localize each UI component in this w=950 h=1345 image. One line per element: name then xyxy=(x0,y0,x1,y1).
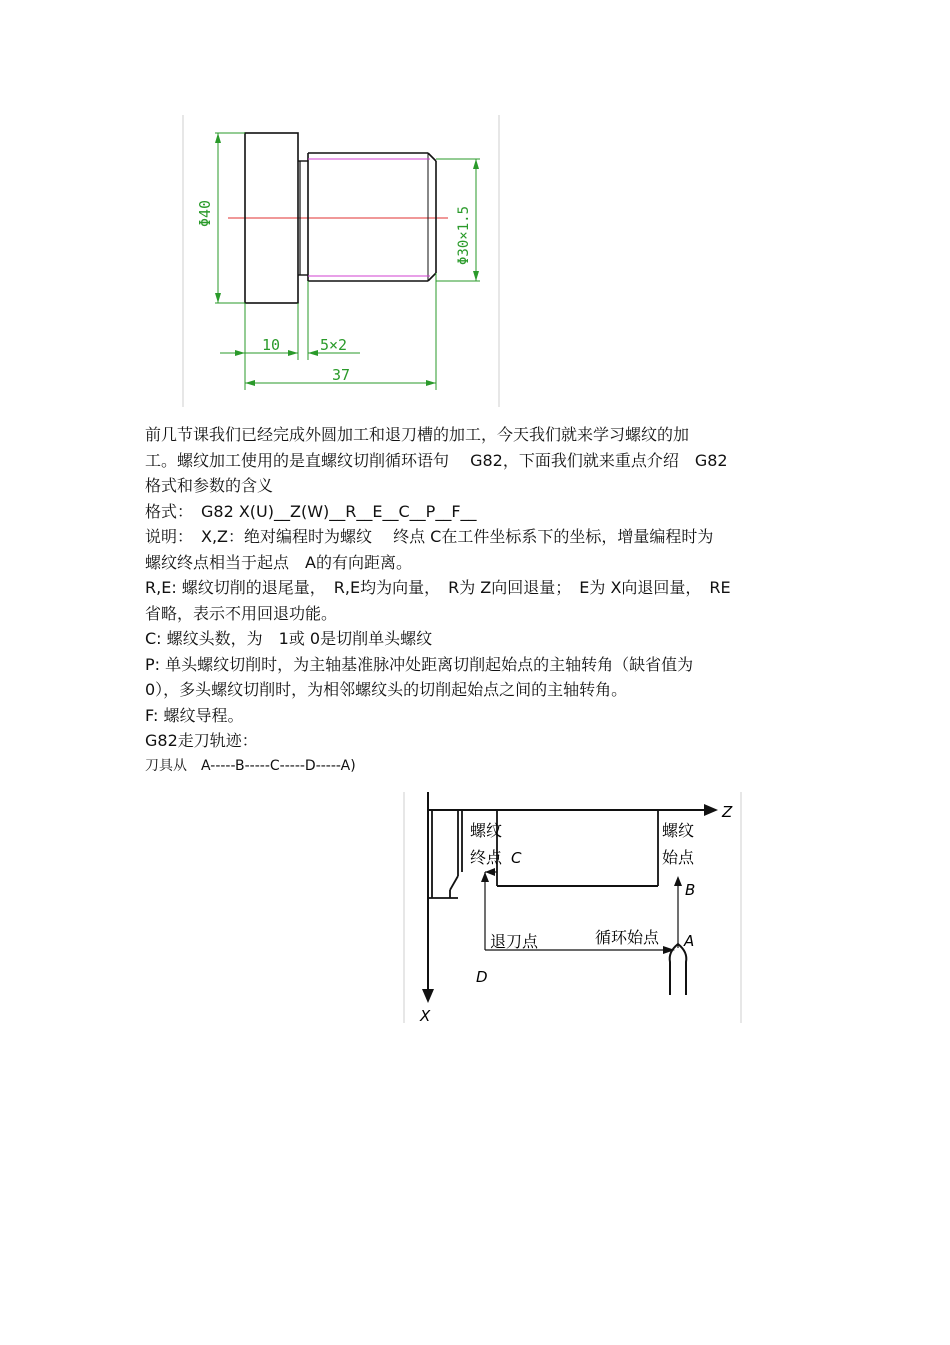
start-point-label-1: 螺纹 xyxy=(662,821,695,840)
start-point-label-2: 始点 xyxy=(662,848,695,867)
shaft-drawing xyxy=(180,115,502,407)
paragraph-line: 0），多头螺纹切削时，为相邻螺纹头的切削起始点之间的主轴转角。 xyxy=(145,680,628,699)
paragraph-line: 前几节课我们已经完成外圆加工和退刀槽的加工，今天我们就来学习螺纹的加 xyxy=(145,425,690,444)
dim-10-label: 10 xyxy=(262,336,281,354)
tool-path-line: 刀具从 A-----B-----C-----D-----A) xyxy=(145,757,356,774)
point-a-label: A xyxy=(684,932,695,950)
point-d-label: D xyxy=(476,968,488,986)
tool-path-diagram-svg xyxy=(400,790,745,1025)
axis-x-label: X xyxy=(420,1007,431,1025)
paragraph-line: 说明： X,Z：绝对编程时为螺纹 终点 C在工件坐标系下的坐标，增量编程时为 xyxy=(145,527,714,546)
point-c-label: C xyxy=(511,849,522,867)
paragraph-line: 格式和参数的含义 xyxy=(145,476,274,495)
paragraph-line: G82走刀轨迹： xyxy=(145,731,258,750)
paragraph-line: R,E: 螺纹切削的退尾量， R,E均为向量， R为 Z向回退量； E为 X向退回量， RE xyxy=(145,578,731,597)
dia-right-label: Φ30×1.5 xyxy=(456,205,472,265)
tool-path-diagram xyxy=(400,790,745,1025)
paragraph-line: F: 螺纹导程。 xyxy=(145,705,244,725)
body-text xyxy=(145,422,825,779)
paragraph-line: P: 单头螺纹切削时，为主轴基准脉冲处距离切削起始点的主轴转角（缺省值为 xyxy=(145,654,694,674)
paragraph-line: 省略，表示不用回退功能。 xyxy=(145,603,338,623)
dia-left-label: Φ40 xyxy=(196,199,214,227)
paragraph-line: 工。螺纹加工使用的是直螺纹切削循环语句 G82，下面我们就来重点介绍 G82 xyxy=(145,450,728,470)
cycle-start-label: 循环始点 xyxy=(595,928,660,947)
dim-total-label: 37 xyxy=(332,366,351,384)
paragraph-line: C: 螺纹头数，为 1或 0是切削单头螺纹 xyxy=(145,629,433,648)
retract-point-label: 退刀点 xyxy=(490,932,539,951)
dim-groove-label: 5×2 xyxy=(320,336,348,354)
end-point-label-1: 螺纹 xyxy=(470,821,503,840)
point-b-label: B xyxy=(685,881,696,899)
paragraph-line: 螺纹终点相当于起点 A的有向距离。 xyxy=(145,552,412,572)
end-point-label-2: 终点 xyxy=(470,848,503,867)
paragraph-line: 格式： G82 X(U)__Z(W)__R__E__C__P__F__ xyxy=(145,501,477,521)
axis-z-label: Z xyxy=(722,803,733,821)
shaft-drawing-svg xyxy=(180,115,502,407)
